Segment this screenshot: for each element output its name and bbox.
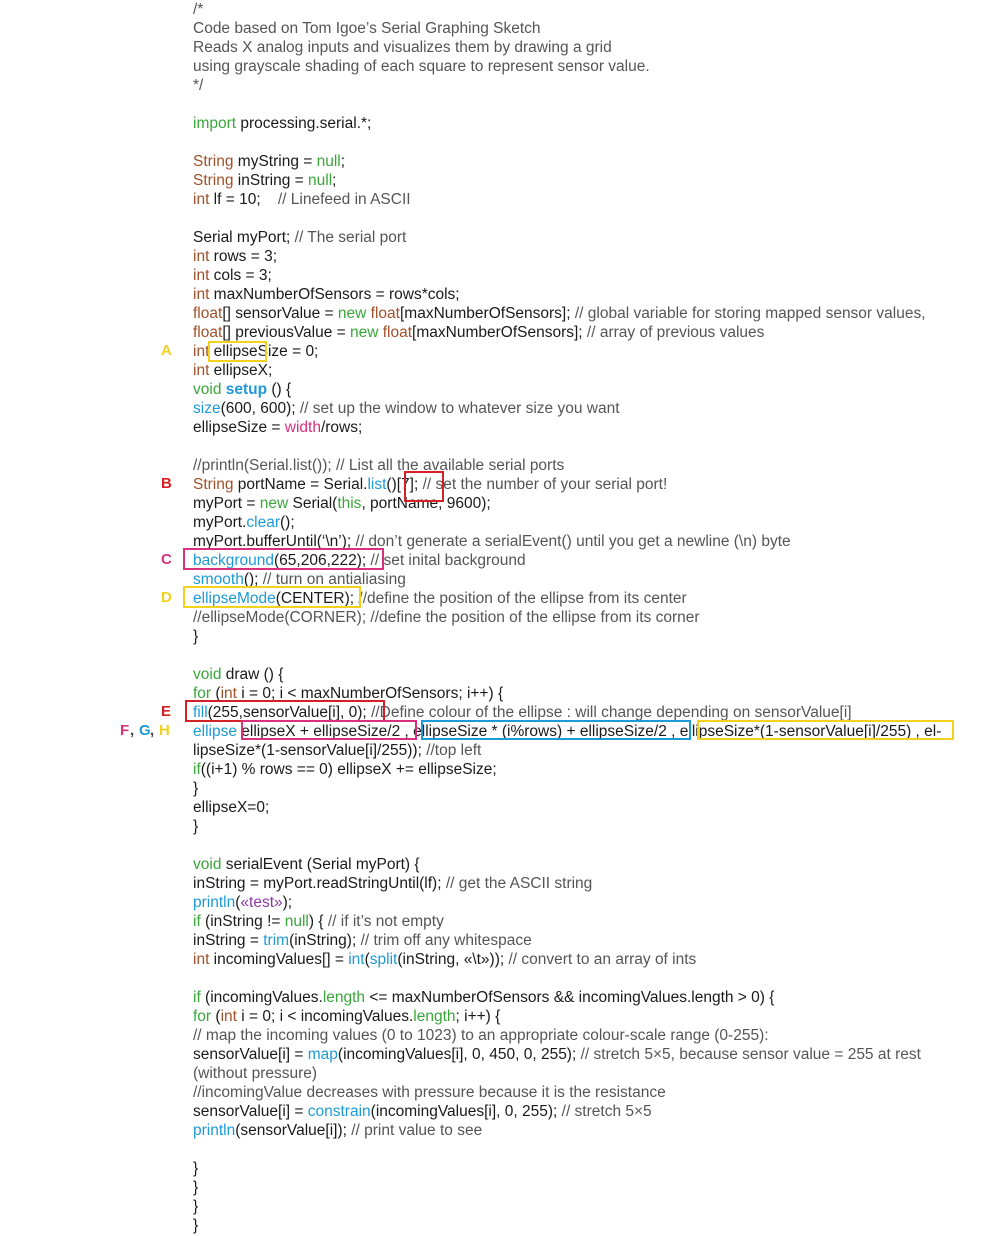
code-token: clear [246,514,281,531]
highlight-box-d [183,586,361,608]
code-token: portName = Serial. [233,476,368,493]
code-token: split [369,951,398,968]
code-token: ((i+1) % rows == 0) ellipseX += ellipseSize; [200,761,497,778]
code-token: Reads X analog inputs and visualizes them by drawing a grid [193,39,612,56]
code-token: (CENTER); [275,590,359,607]
code-token: list [367,476,387,493]
code-token: this [337,495,362,512]
code-token: (sensorValue[i]); [235,1122,352,1139]
marker-a: A [161,342,172,359]
code-token: using grayscale shading of each square to represent sensor value. [193,58,650,75]
code-token: background [193,552,275,569]
code-token: «test» [240,894,283,911]
code-token: // set up the window to whatever size you want [299,400,620,417]
code-line [193,855,420,874]
code-line [193,779,198,798]
code-line [193,931,532,950]
code-token: int [193,343,210,360]
code-token: smooth [193,571,244,588]
code-line [193,798,269,817]
code-token: } [193,818,199,835]
code-token: (without pressure) [193,1065,318,1082]
code-token: maxNumberOfSensors = rows*cols; [209,286,460,303]
marker-comma-2: , [150,722,155,739]
code-token: i = 0; i < maxNumberOfSensors; i++) { [236,685,504,702]
code-token: // array of previous values [586,324,765,341]
code-token: (incomingValues. [200,989,323,1006]
code-token: inString = [233,172,309,189]
code-token: //define the position of the ellipse from its center [358,590,687,607]
code-token: inString = myPort.readStringUntil(lf); [193,875,446,892]
code-line [193,1064,317,1083]
code-token: ellipseSize = [193,419,285,436]
code-token: ; i++) { [455,1008,501,1025]
code-token: new [337,305,367,322]
marker-b: B [161,475,172,492]
code-token: new [349,324,379,341]
code-token: length [322,989,366,1006]
code-token: Code based on Tom Igoe’s Serial Graphing Sketch [193,20,541,37]
code-token: , portName, 9600); [361,495,491,512]
code-token: //ellipseMode(CORNER); //define the position of the ellipse from its corner [193,609,700,626]
code-line [193,152,345,171]
code-token: // trim off any whitespace [360,932,532,949]
code-token: } [193,1160,199,1177]
highlight-box-f [241,720,417,740]
code-token: } [193,628,199,645]
code-token: println [193,894,236,911]
code-line [193,171,336,190]
code-token: fill [193,704,208,721]
code-token: int [220,1008,237,1025]
marker-f: F [120,722,130,739]
code-token: (inString, «\t»)); [397,951,509,968]
code-token: import [193,115,237,132]
code-token: incomingValues[] = [209,951,349,968]
marker-g: G [139,722,151,739]
code-token: } [193,780,199,797]
code-line [193,19,541,38]
marker-comma-1: , [130,722,135,739]
code-line [193,456,564,475]
code-token: null [308,172,333,189]
code-line [193,665,283,684]
code-token: new [259,495,289,512]
code-token: processing.serial.*; [236,115,372,132]
code-token: setup [225,381,268,398]
code-line [193,608,700,627]
highlight-box-a [208,341,267,362]
code-token: // set the number of your serial port! [422,476,668,493]
code-token: int [193,286,210,303]
code-token: constrain [307,1103,371,1120]
code-token: [maxNumberOfSensors]; [399,305,575,322]
code-line [193,1159,198,1178]
code-token: width [284,419,321,436]
code-token: // if it’s not empty [327,913,444,930]
code-token: int [193,248,210,265]
code-token: if [193,989,201,1006]
code-token: (inString != [200,913,285,930]
code-token: () { [267,381,292,398]
code-token: if [193,913,201,930]
code-token: ( [364,951,370,968]
code-token: draw () { [221,666,284,683]
code-token: // convert to an array of ints [508,951,697,968]
code-token: float [193,305,223,322]
code-token: } [193,1198,199,1215]
code-token: // map the incoming values (0 to 1023) to an appropriate colour-scale range (0-255): [193,1027,769,1044]
code-line [193,1102,652,1121]
marker-e: E [161,703,172,720]
code-token: void [193,666,222,683]
code-token: // get the ASCII string [445,875,593,892]
code-line [193,494,491,513]
code-line [193,1197,198,1216]
code-token: int [193,951,210,968]
code-line [193,627,198,646]
code-line [193,228,406,247]
code-line [193,380,291,399]
code-token: int [193,267,210,284]
highlight-box-g [421,720,691,740]
code-token: */ [193,77,204,94]
highlight-box-c [183,548,384,570]
code-token: [] sensorValue = [222,305,338,322]
code-line [193,1026,769,1045]
highlight-box-e [185,700,385,722]
code-line [193,38,612,57]
marker-d: D [161,589,172,606]
code-token: ; [340,153,346,170]
code-token: // The serial port [294,229,407,246]
code-token: serialEvent (Serial myPort) { [221,856,420,873]
code-token: //Define colour of the ellipse : will change depending on sensorValue[i] [371,704,852,721]
code-token: ; [332,172,337,189]
code-line [193,513,295,532]
code-token: sensorValue[i] = [193,1046,308,1063]
code-token: for [193,1008,212,1025]
code-line [193,893,292,912]
code-token: myPort = [193,495,260,512]
code-line [193,988,774,1007]
code-line [193,1083,666,1102]
code-token: if [193,761,201,778]
code-token: length [413,1008,456,1025]
code-token: // global variable for storing mapped sensor values, [574,305,926,322]
code-token: int [348,951,365,968]
code-token: void [193,856,222,873]
code-token: String [193,172,234,189]
code-line [193,950,696,969]
code-token: size [193,400,221,417]
code-line [193,760,497,779]
code-line [193,1045,921,1064]
code-token: lipseSize*(1-sensorValue[i]/255)); [193,742,427,759]
code-line [193,57,650,76]
code-token: ( [211,685,221,702]
code-token: } [193,1179,199,1196]
code-line [193,285,460,304]
code-token: (incomingValues[i], 0, 255); [370,1103,562,1120]
code-token: myString = [233,153,317,170]
code-token: myPort. [193,514,247,531]
code-line [193,361,272,380]
code-line [193,418,362,437]
code-token: null [284,913,309,930]
code-token: cols = 3; [209,267,272,284]
code-token: void [193,381,222,398]
code-token: for [193,685,212,702]
code-line [193,1216,198,1235]
code-token: ); [282,894,293,911]
code-token: //top left [426,742,482,759]
code-line [193,323,764,342]
code-token: // Linefeed in ASCII [277,191,411,208]
code-token: <= maxNumberOfSensors && incomingValues.length > 0) { [365,989,775,1006]
code-token: map [307,1046,338,1063]
code-token: Serial( [288,495,338,512]
code-token: int [220,685,237,702]
code-token: lf = 10; [209,191,278,208]
code-token: ) { [308,913,328,930]
code-token: null [316,153,341,170]
marker-h: H [159,722,170,739]
code-line [193,76,203,95]
code-token: (); [280,514,295,531]
code-token: } [193,1217,199,1234]
code-token: // turn on antialiasing [262,571,406,588]
code-token: // stretch 5×5 [561,1103,652,1120]
code-token: println [193,1122,236,1139]
highlight-box-h [697,720,954,740]
code-line [193,0,203,19]
highlight-box-b [404,471,444,502]
code-line [193,1178,198,1197]
code-token: (255,sensorValue[i], 0); [207,704,372,721]
code-token: float [193,324,223,341]
code-token: sensorValue[i] = [193,1103,308,1120]
code-line [193,817,198,836]
code-line [193,912,444,931]
code-token: ellipseX; [209,362,273,379]
code-token: String [193,476,234,493]
code-token: Serial myPort; [193,229,295,246]
code-token: float [370,305,400,322]
code-token: trim [263,932,290,949]
code-token: int [193,191,210,208]
code-line [193,247,277,266]
code-token: [maxNumberOfSensors]; [412,324,587,341]
code-token: rows = 3; [209,248,277,265]
code-token: myPort.bufferUntil(‘\n’); [193,533,356,550]
code-token: [] previousValue = [222,324,350,341]
code-line [193,304,926,323]
marker-c: C [161,551,172,568]
code-line [193,114,371,133]
code-token: float [382,324,413,341]
code-token: // set inital background [370,552,526,569]
code-token: /rows; [320,419,363,436]
code-line [193,1007,500,1026]
code-token: ellipseMode [193,590,276,607]
code-line [193,399,620,418]
code-token: (65,206,222); [274,552,371,569]
code-token: // don’t generate a serialEvent() until you get a newline (\n) byte [355,533,791,550]
code-line [193,874,592,893]
code-line [193,266,272,285]
code-token: ellipse [193,723,237,740]
code-token: (incomingValues[i], 0, 450, 0, 255); [337,1046,581,1063]
code-token: inString = [193,932,264,949]
code-token: ( [211,1008,221,1025]
code-token: /* [193,1,204,18]
code-token: ellipseX=0; [193,799,270,816]
code-token: //println(Serial.list()); // List all the available serial ports [193,457,565,474]
code-token: (); [243,571,263,588]
code-token: (600, 600); [220,400,300,417]
code-token: String [193,153,234,170]
code-token: // stretch 5×5, because sensor value = 255 at rest [580,1046,921,1063]
code-token: (inString); [289,932,361,949]
code-line [193,1121,482,1140]
code-line [193,741,481,760]
code-token: ( [235,894,241,911]
code-token: ellipseSize = 0; [209,343,319,360]
code-line [193,190,411,209]
code-token: ellipseX + ellipseSize/2 , ellipseSize * (i%rows) + ellipseSize/2 , ellipseSize*(1-sensorValue[i]/255) , el- [236,723,942,740]
code-token: // print value to see [351,1122,483,1139]
code-token: //incomingValue decreases with pressure because it is the resistance [193,1084,666,1101]
code-token: i = 0; i < incomingValues. [236,1008,414,1025]
code-token: ()[7]; [386,476,423,493]
code-token: int [193,362,210,379]
